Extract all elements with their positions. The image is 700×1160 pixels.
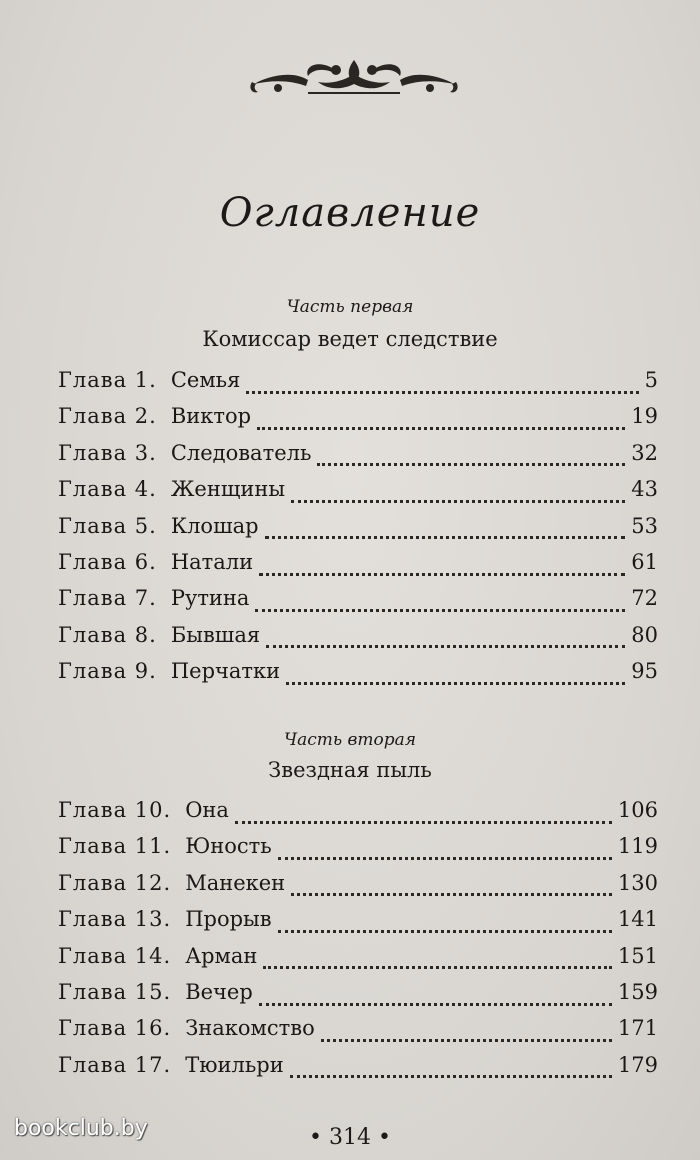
chapter-name: Клошар [170, 513, 259, 538]
dot-leader [290, 1075, 612, 1078]
toc-entry [58, 550, 658, 586]
dot-leader [265, 536, 626, 539]
page-ref: 43 [631, 477, 658, 502]
chapter-name: Натали [170, 549, 254, 574]
chapter-name: Следователь [170, 440, 312, 465]
chapter-name: Семья [170, 368, 241, 392]
dot-leader [259, 573, 625, 576]
dot-leader [259, 1003, 612, 1006]
chapter-number: Глава 13. [58, 907, 172, 932]
chapter-name: Знакомство [185, 1016, 315, 1041]
dot-leader [255, 609, 625, 612]
dot-leader [291, 500, 625, 503]
dot-leader [266, 645, 625, 648]
page-ref: 141 [617, 907, 658, 932]
watermark: bookclub.by [14, 1116, 148, 1141]
toc-entry [58, 404, 658, 440]
toc-entry [58, 871, 658, 907]
chapter-number: Глава 2. [58, 404, 157, 429]
page-number: • 314 • [309, 1125, 391, 1150]
dot-leader [257, 427, 625, 430]
dot-leader [286, 682, 625, 685]
toc-entry [58, 834, 658, 870]
chapter-name: Перчатки [170, 659, 281, 684]
chapter-name: Виктор [170, 404, 252, 429]
chapter-number: Глава 8. [58, 622, 157, 647]
toc-entry [58, 980, 658, 1016]
chapter-name: Арман [185, 943, 258, 968]
chapter-number: Глава 3. [58, 440, 157, 465]
toc-entry [58, 441, 658, 477]
toc-entry [58, 477, 658, 513]
toc-entry [58, 944, 658, 980]
chapter-name: Она [185, 798, 229, 822]
chapter-name: Манекен [185, 870, 286, 895]
page-ref: 32 [631, 440, 658, 465]
chapter-name: Рутина [170, 586, 250, 611]
toc-entry [58, 659, 658, 695]
page-ref: 95 [631, 659, 658, 684]
chapter-number: Глава 12. [58, 870, 172, 895]
ornament-icon [248, 56, 460, 100]
chapter-number: Глава 9. [58, 659, 157, 684]
dot-leader [317, 463, 625, 466]
chapter-name: Тюильри [185, 1052, 284, 1077]
part-label: Часть первая [286, 297, 414, 317]
toc-entry [58, 623, 658, 659]
page-ref: 151 [617, 943, 658, 968]
dot-leader [291, 893, 612, 896]
chapter-number: Глава 7. [58, 586, 157, 611]
chapter-number: Глава 17. [58, 1052, 172, 1077]
toc-entry [58, 586, 658, 622]
chapter-number: Глава 15. [58, 979, 172, 1004]
page-ref: 5 [644, 368, 658, 392]
chapter-name: Бывшая [170, 622, 261, 647]
page-ref: 61 [631, 549, 658, 574]
chapter-number: Глава 10. [58, 798, 172, 822]
chapter-name: Женщины [170, 477, 286, 502]
dot-leader [278, 857, 612, 860]
dot-leader [278, 930, 612, 933]
page-ref: 179 [617, 1052, 658, 1077]
page-ref: 80 [631, 622, 658, 647]
chapter-name: Юность [185, 834, 272, 859]
chapter-number: Глава 5. [58, 513, 157, 538]
toc-title: Оглавление [219, 190, 481, 236]
chapter-number: Глава 1. [58, 368, 157, 392]
chapter-number: Глава 16. [58, 1016, 172, 1041]
part-title: Звездная пыль [268, 758, 432, 782]
dot-leader [246, 391, 638, 394]
chapter-name: Вечер [185, 979, 253, 1004]
toc-list-part-1 [58, 368, 658, 696]
dot-leader [263, 966, 612, 969]
chapter-number: Глава 6. [58, 549, 157, 574]
toc-entry [58, 1016, 658, 1052]
toc-entry [58, 907, 658, 943]
page-ref: 106 [617, 798, 658, 822]
page-ref: 19 [631, 404, 658, 429]
page-ref: 119 [617, 834, 658, 859]
page-ref: 171 [617, 1016, 658, 1041]
chapter-number: Глава 11. [58, 834, 172, 859]
chapter-name: Прорыв [185, 907, 272, 932]
page-ref: 159 [617, 979, 658, 1004]
chapter-number: Глава 4. [58, 477, 157, 502]
toc-entry [58, 798, 658, 834]
toc-entry [58, 1053, 658, 1089]
page-ref: 72 [631, 586, 658, 611]
toc-entry [58, 368, 658, 404]
chapter-number: Глава 14. [58, 943, 172, 968]
part-title: Комиссар ведет следствие [202, 327, 498, 351]
page-ref: 130 [617, 870, 658, 895]
toc-entry [58, 514, 658, 550]
toc-list-part-2 [58, 798, 658, 1089]
dot-leader [235, 821, 612, 824]
dot-leader [321, 1039, 612, 1042]
page-ref: 53 [631, 513, 658, 538]
part-label: Часть вторая [283, 730, 417, 750]
